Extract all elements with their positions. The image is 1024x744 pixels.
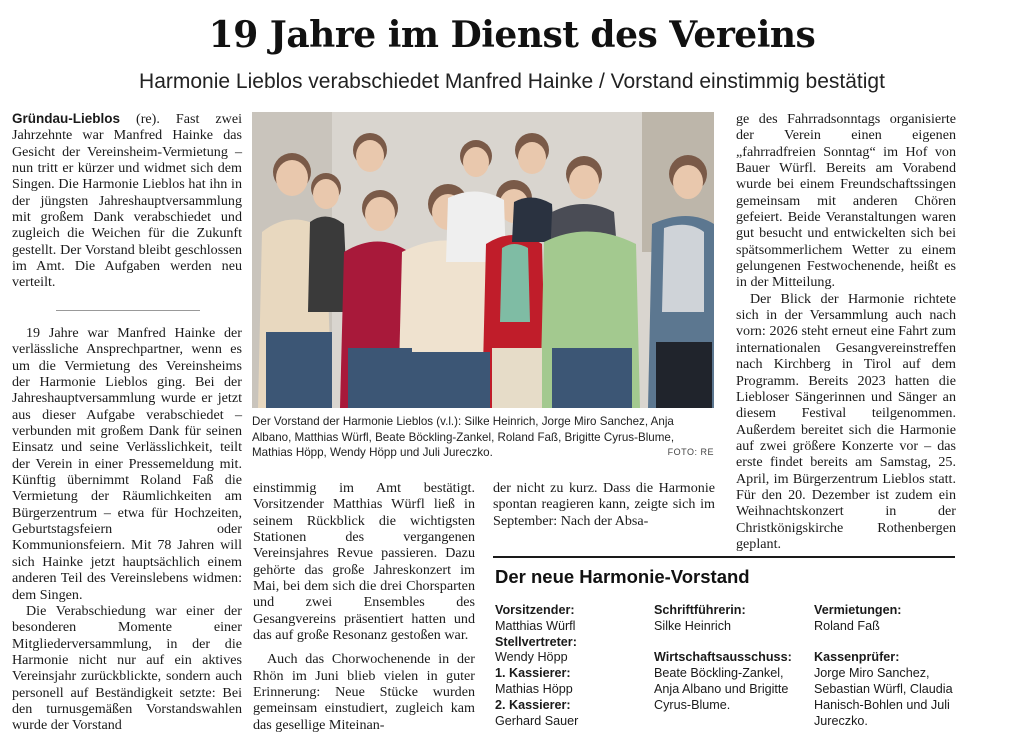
role-label: Vorsitzender: — [495, 603, 575, 617]
headline: 19 Jahre im Dienst des Vereins — [208, 14, 816, 56]
role-label: Schriftführerin: — [654, 603, 746, 617]
group-photo — [252, 112, 714, 408]
role-label: Vermietungen: — [814, 603, 902, 617]
board-box-rule — [493, 556, 955, 558]
dateline: Gründau-Lieblos — [12, 111, 120, 126]
subheadline: Harmonie Lieblos verabschiedet Manfred Hainke / Vorstand einstimmig bestätigt — [139, 70, 885, 93]
body-paragraph: Auch das Chorwochenende in der Rhön im Juni blieb vielen in guter Erinnerung: Neue Stücke wurden gemeinsam einstudiert, zugleich kam das gesellige Miteinan- — [253, 651, 475, 733]
role-label: Kassenprüfer: — [814, 650, 900, 665]
role-name: Matthias Würfl — [495, 618, 576, 633]
body-paragraph: ge des Fahrradsonntags organisierte der Verein einen eigenen „fahrradfreien Sonntag“ im Hof von Bauer Würfl. Bereits am Vorabend wurde bei einem Freundschaftssingen gemeinsam mit anderen Chören gefeiert. Beide Veranstaltungen waren gut besucht und entwickelten sich bei spätsommerlichem Wetter zu einem gelungenen Festwochenende, heißt es in der Mitteilung. — [736, 111, 956, 291]
role-label: 1. Kassierer: — [495, 666, 571, 681]
board-box-title: Der neue Harmonie-Vorstand — [495, 566, 750, 587]
intro-text: (re). Fast zwei Jahrzehnte war Manfred Hainke das Gesicht der Vereinsheim-Vermietung – nun tritt er kürzer und widmet sich dem Singen. Die Harmonie Lieblos hat ihn in der jüngsten Jahreshauptversammlung mit großem Dank verabschiedet und zugleich die Weichen für die Zukunft gestellt. Der Vorstand bleibt geschlossen im Amt. Die Aufgaben werden neu verteilt. — [12, 111, 242, 291]
role-name: Gerhard Sauer — [495, 713, 579, 728]
role-label: Stellvertreter: — [495, 634, 577, 649]
role-name: Wendy Höpp — [495, 650, 568, 665]
column-4 — [736, 111, 956, 552]
section-divider — [56, 310, 200, 311]
body-paragraph: der nicht zu kurz. Dass die Harmonie spontan reagieren kann, zeigte sich im September: Nach der Absa- — [493, 480, 715, 529]
photo-caption-text: Der Vorstand der Harmonie Lieblos (v.l.): Silke Heinrich, Jorge Miro Sanchez, Anja Albano, Matthias Würfl, Beate Böckling-Zankel, Roland Faß, Brigitte Cyrus-Blume, Mathias Höpp, Wendy Höpp und Juli Jureczko. — [252, 415, 675, 459]
body-paragraph: einstimmig im Amt bestätigt. Vorsitzender Matthias Würfl ließ in seinem Rückblick die wichtigsten Stationen des vergangenen Vereinsjahres Revue passieren. Dazu gehörte das große Jahreskonzert im Mai, bei dem sich die drei Chorsparten und zwei Ensembles des Gesangvereins präsentiert hatten und das auf große Resonanz gestoßen war. — [253, 480, 475, 644]
photo-credit: FOTO: RE — [667, 447, 714, 457]
role-name: Jorge Miro Sanchez, Sebastian Würfl, Claudia Hanisch-Bohlen und Juli Jureczko. — [814, 666, 953, 728]
intro-paragraph — [12, 111, 242, 291]
photo-caption — [252, 414, 714, 461]
role-label: 2. Kassierer: — [495, 697, 571, 712]
column-1 — [12, 111, 242, 291]
group-photo-image — [252, 112, 714, 408]
column-2 — [253, 480, 475, 733]
board-column-3 — [814, 603, 960, 729]
role-name: Mathias Höpp — [495, 681, 573, 696]
board-column-1 — [495, 603, 645, 729]
board-column-2 — [654, 603, 804, 714]
body-paragraph: 19 Jahre war Manfred Hainke der verlässliche Ansprechpartner, wenn es um die Vermietung des Vereinsheims der Harmonie Lieblos ging. Bei der Jahreshauptversammlung wurde er jetzt aus dieser Aufgabe verabschiedet – verbunden mit großem Dank für seinen Einsatz und seine Verlässlichkeit, teilt der Verein in einer Pressemeldung mit. Künftig übernimmt Roland Faß die Vermietung der Räumlichkeiten am Bürgerzentrum – etwa für Hochzeiten, Geburtstagsfeiern oder Kommunionsfeiern. Mit 78 Jahren will sich Hainke jetzt hauptsächlich einem anderen Teil des Vereinslebens widmen: dem Singen. — [12, 325, 242, 603]
role-name: Beate Böckling-Zankel, Anja Albano und Brigitte Cyrus-Blume. — [654, 666, 789, 712]
role-label: Wirtschaftsausschuss: — [654, 650, 792, 665]
role-name: Silke Heinrich — [654, 618, 731, 633]
role-name: Roland Faß — [814, 618, 880, 633]
body-paragraph: Die Verabschiedung war einer der besonderen Momente einer Mitgliederversammlung, in der die Harmonie nicht nur auf ein aktives Vereinsjahr zurückblickte, sondern auch personell auf Beständigkeit setzte: Bei den turnusgemäßen Vorstandswahlen wurde der Vorstand — [12, 602, 242, 734]
column-1-body — [12, 325, 242, 734]
body-paragraph: Der Blick der Harmonie richtete sich in der Versammlung auch nach vorn: 2026 steht erneut eine Fahrt zum internationalen Gesangvereinstreffen nach Kirchberg in Tirol auf dem Programm. Bereits 2023 hatten die Liebloser Sängerinnen und Sänger an diesem Festival teilgenommen. Außerdem bereitet sich die Harmonie auf zwei größere Konzerte vor – das erste findet bereits am Samstag, 25. April, im Bürgerzentrum Lieblos statt. Für den 20. Dezember ist zudem ein Weihnachtskonzert in der Christkönigskirche Rothenbergen geplant. — [736, 290, 956, 552]
column-3 — [493, 480, 715, 529]
